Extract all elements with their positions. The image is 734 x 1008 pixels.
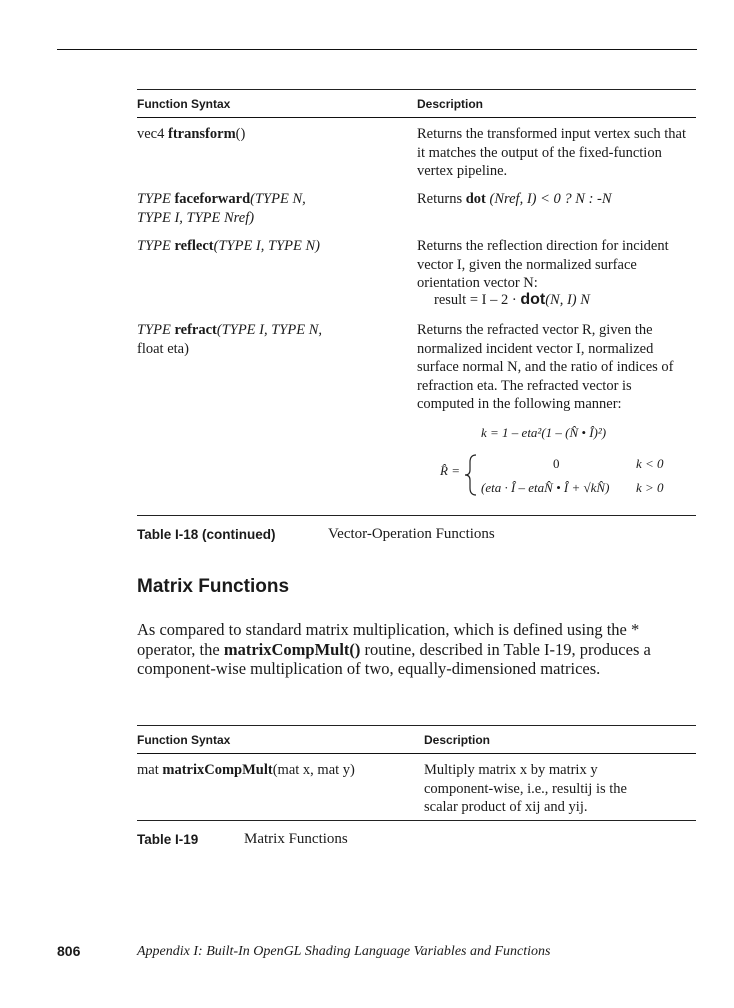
return-type: mat: [137, 762, 159, 778]
table2-caption-text: Matrix Functions: [244, 831, 348, 847]
table1-row-faceforward-syntax: [137, 190, 397, 227]
paragraph-func: matrixCompMult(): [223, 639, 361, 659]
page-number: 806: [57, 943, 81, 959]
function-name: reflect: [174, 238, 214, 254]
function-name: refract: [174, 322, 217, 338]
equation-brace: [464, 454, 478, 496]
return-type: TYPE: [137, 238, 171, 254]
reflect-formula: [434, 291, 590, 310]
description-rest: (Nref, I) < 0 ? N : -N: [489, 191, 612, 207]
formula-suffix: (N, I) N: [545, 292, 590, 308]
table1-row-reflect-description: Returns the reflection direction for incident vector I, given the normalized surface orientation vector N:: [417, 238, 669, 291]
table1-row-reflect-syntax: [137, 237, 320, 256]
function-name: matrixCompMult: [162, 762, 273, 778]
table1-row-refract-syntax: [137, 321, 397, 358]
table2-top-rule: [137, 725, 696, 726]
table1-bottom-rule: [137, 515, 696, 516]
table1-header-syntax: Function Syntax: [137, 97, 231, 111]
function-args: (TYPE I, TYPE N): [213, 238, 320, 254]
page-top-rule: [57, 49, 697, 50]
paragraph-part1: As compared to standard matrix multiplication, which is defined using the * operator, the: [137, 620, 640, 659]
function-args-line1: (TYPE N,: [250, 191, 306, 207]
description-line1: Multiply matrix x by matrix y: [424, 762, 598, 778]
table2-header-rule: [137, 753, 696, 754]
table2-row-matrixcompmult-syntax: [137, 761, 355, 780]
return-type: TYPE: [137, 191, 171, 207]
table2-bottom-rule: [137, 820, 696, 821]
function-args: (mat x, mat y): [272, 762, 355, 778]
table1-caption-label: Table I-18 (continued): [137, 527, 276, 542]
table1-row-ftransform-syntax: [137, 125, 245, 144]
paragraph-part2: routine, described in Table I-19, produces a component-wise multiplication of two, equally-dimensioned matrices.: [137, 639, 651, 678]
table2-header-description: Description: [424, 733, 491, 747]
table1-row-faceforward-description: [417, 190, 687, 209]
equation-r-lhs: R̂ =: [440, 463, 460, 478]
equation-case1-value: 0: [553, 456, 560, 471]
equation-k: k = 1 – eta²(1 – (N̂ • Î)²): [481, 425, 607, 440]
description-line3: scalar product of xij and yij.: [424, 799, 588, 815]
return-type: TYPE: [137, 322, 171, 338]
function-name: ftransform: [168, 126, 236, 142]
equation-case2-condition: k > 0: [636, 480, 664, 495]
equation-case1-condition: k < 0: [636, 456, 664, 471]
table2-caption-label: Table I-19: [137, 832, 199, 847]
table2-row-matrixcompmult-description: [424, 761, 694, 817]
equation-case2-value: (eta · Î – etaN̂ • Î + √kN̂): [481, 480, 610, 495]
formula-prefix: result = I – 2 ·: [434, 292, 517, 308]
table1-top-rule: [137, 89, 696, 90]
formula-func: dot: [520, 291, 546, 308]
table1-header-rule: [137, 117, 696, 118]
function-name: faceforward: [174, 191, 251, 207]
function-args: (): [235, 126, 246, 142]
function-args-line2: TYPE I, TYPE Nref): [137, 209, 255, 226]
function-args-line2: float eta): [137, 340, 189, 357]
return-type: vec4: [137, 126, 165, 142]
description-func: dot: [465, 191, 486, 207]
running-title: Appendix I: Built-In OpenGL Shading Language Variables and Functions: [137, 944, 551, 959]
description-prefix: Returns: [417, 191, 463, 207]
table2-header-syntax: Function Syntax: [137, 733, 231, 747]
table1-row-refract-description: Returns the refracted vector R, given the normalized incident vector I, normalized surface normal N, and the ratio of indices of refraction eta. The refracted vector is computed in the following manner:: [417, 322, 674, 412]
section-heading: Matrix Functions: [137, 576, 290, 597]
table1-header-description: Description: [417, 97, 484, 111]
function-args-line1: (TYPE I, TYPE N,: [216, 322, 322, 338]
description-line2: component-wise, i.e., resultij is the: [424, 780, 627, 797]
intro-paragraph: [137, 620, 697, 679]
table1-row-ftransform-description: Returns the transformed input vertex such that it matches the output of the fixed-function vertex pipeline.: [417, 126, 686, 179]
table1-caption-text: Vector-Operation Functions: [328, 526, 495, 542]
